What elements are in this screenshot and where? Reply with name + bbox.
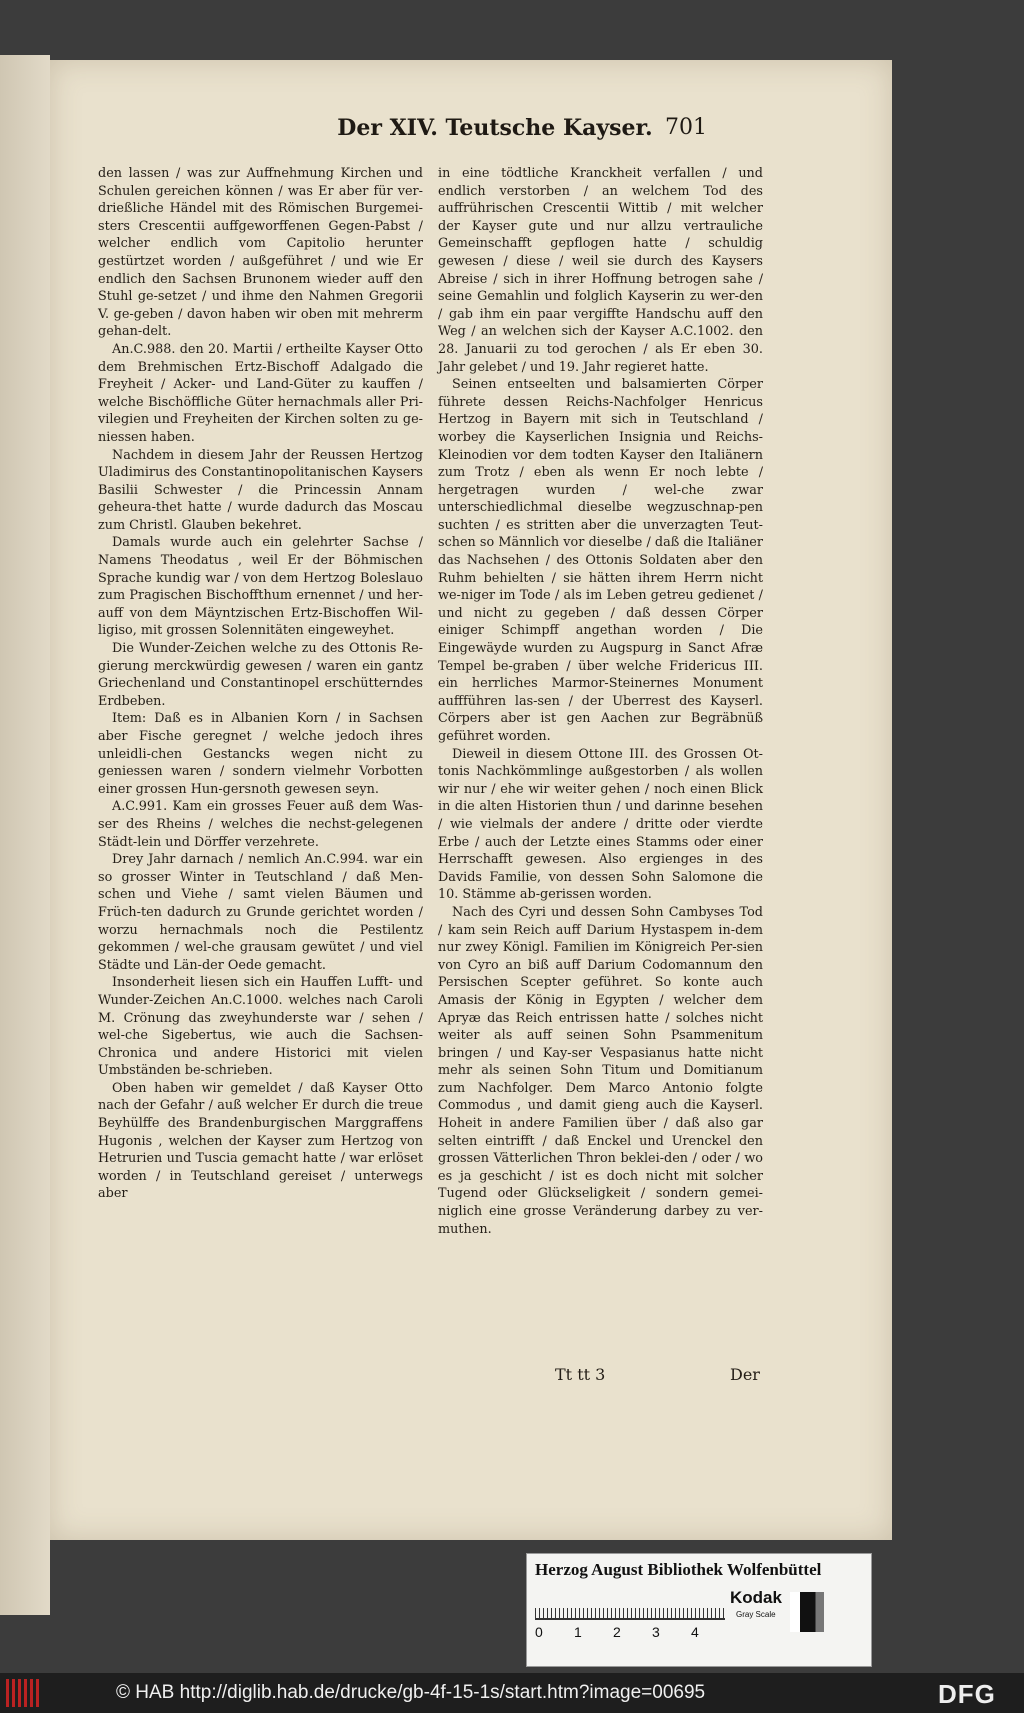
- ruler-number: 2: [613, 1624, 621, 1640]
- ruler-number: 0: [535, 1624, 543, 1640]
- signature-mark: Tt tt 3: [555, 1365, 606, 1384]
- library-color-target: [526, 1553, 872, 1667]
- paragraph: Seinen entseelten und balsamierten Cörper führete dessen Reichs-Nachfolger Henricus Hertzog in Bayern mit sich in Teutschland / worbey die Kayserlichen Insignia und Reichs-Kleinodien vor dem todten Kayser den Italiänern zum Trotz / eben als wenn Er noch lebte / hergetragen wurden / wel-che zwar unterschiedlichmal dieselbe wegzuschnap-pen suchten / es stritten aber die unverzagten Teut-schen so Männlich vor dieselbe / daß die Italiäner das Nachsehen / des Ottonis Soldaten aber den Ruhm behielten / sie hätten ihrem Herrn nicht we-niger im Tode / als im Leben getreu gedienet / und nicht zu gegeben / daß dessen Cörper einiger Schimpff angethan worden / Die Eingewäyde wurden zu Augspurg in Sanct Afræ Tempel be-graben / über welche Fridericus III. ein herrliches Marmor-Steinernes Monument auffführen las-sen / der Uberrest des Kayserl. Cörpers aber ist gen Aachen zur Begräbnüß geführet worden.: [438, 377, 763, 744]
- kodak-gray-scale: [730, 1588, 865, 1660]
- paragraph: in eine tödtliche Kranckheit verfallen / und endlich verstorben / an welchem Tod des auffrührischen Crescentii Wittib / mit welcher der Kayser gute und nur allzu vertrauliche Gemeinschafft gepflogen hatte / schuldig gewesen / diese / weil sie durch des Kaysers Abreise / sich in ihrer Hoffnung betrogen sahe / seine Gemahlin und folglich Kayserin zu wer-den / gab ihm ein paar vergiffte Handschu auff den Weg / an welchen sich der Kayser A.C.1002. den 28. Januarii zu tod gerochen / als Er eben 30. Jahr gelebet / und 19. Jahr regieret hatte.: [438, 166, 763, 375]
- paragraph: A.C.991. Kam ein grosses Feuer auß dem Was-ser des Rheins / welches die nechst-gelegenen Städt-lein und Dörffer verzehrete.: [98, 799, 423, 850]
- right-text-column: [438, 165, 763, 1238]
- paragraph: Nach des Cyri und dessen Sohn Cambyses Tod / kam sein Reich auff Darium Hystaspem in-dem nur zwey Königl. Familien im Königreich Per-sien von Cyro an biß auff Darium Codomannum den Persischen Scepter geführet. So konte auch Amasis der König in Egypten / welcher dem Apryæ das Reich entrissen hatte / solches nicht weiter als auff seinen Sohn Psammenitum bringen / und Kay-ser Vespasianus hatte nicht mehr als seinen Sohn Titum und Domitianum zum Nachfolger. Dem Marco Antonio folgte Commodus , und damit gieng auch die Kayserl. Hoheit in andere Familien über / daß also gar selten eintrifft / daß Enckel und Urenckel den grossen Vätterlichen Thron beklei-den / oder / wo es ja geschicht / ist es doch nicht mit solcher Tugend oder Glückseligkeit / sondern gemei-niglich eine grosse Veränderung darbey zu ver-muthen.: [438, 904, 763, 1237]
- paragraph: Item: Daß es in Albanien Korn / in Sachsen aber Fische geregnet / welche jedoch ihres unleidli-chen Gestancks wegen nicht zu geniessen waren / sondern vielmehr Vorbotten einer grossen Hun-gersnoth gewesen seyn.: [98, 711, 423, 797]
- hab-logo-icon: [6, 1679, 40, 1707]
- paragraph: An.C.988. den 20. Martii / ertheilte Kayser Otto dem Brehmischen Ertz-Bischoff Adalgado die Freyheit / Acker- und Land-Güter zu kauffen / welche Bischöffliche Güter hernachmals aller Pri-vilegien und Freyheiten der Kirchen solten zu ge-niessen haben.: [98, 341, 423, 445]
- paragraph: Nachdem in diesem Jahr der Reussen Hertzog Uladimirus des Constantinopolitanischen Kaysers Basilii Schwester / die Princessin Annam geheura-thet hatte / wurde dadurch das Moscau zum Christl. Glauben bekehret.: [98, 447, 423, 533]
- ruler-numbers: [535, 1624, 755, 1640]
- paragraph: Insonderheit liesen sich ein Hauffen Lufft- und Wunder-Zeichen An.C.1000. welches nach Caroli M. Crönung das zweyhunderste war / sehen / wel-che Sigebertus, wie auch die Sachsen-Chronica und andere Historici mit vielen Umbständen be-schrieben.: [98, 975, 423, 1079]
- left-text-column: [98, 165, 423, 1203]
- dfg-logo: DFG: [938, 1679, 996, 1709]
- source-url[interactable]: © HAB http://diglib.hab.de/drucke/gb-4f-15-1s/start.htm?image=00695: [116, 1682, 706, 1703]
- running-header: Der XIV. Teutsche Kayser.: [337, 115, 653, 141]
- paragraph: den lassen / was zur Auffnehmung Kirchen und Schulen gereichen können / was Er aber für ver-drießliche Händel mit des Römischen Burgemei-sters Crescentii auffgeworffenen Gegen-Pabst / welcher endlich vom Capitolio herunter gestürtzet worden / außgeführet / und wie Er endlich den Sachsen Brunonem wieder auff den Stuhl ge-setzet / und ihme den Nahmen Gregorii V. ge-geben / davon haben wir oben mit mehrerm gehan-delt.: [98, 166, 423, 340]
- paragraph: Damals wurde auch ein gelehrter Sachse / Namens Theodatus , weil Er der Böhmischen Sprache kundig war / von dem Hertzog Boleslauo zum Pragischen Bischoffthum ernennet / und her-auff von dem Mäyntzischen Ertz-Bischoffen Wil-ligiso, mit grossen Solennitäten eingeweyhet.: [98, 535, 423, 639]
- paragraph: Drey Jahr darnach / nemlich An.C.994. war ein so grosser Winter in Teutschland / daß Men-schen und Viehe / samt vielen Bäumen und Früch-ten dadurch zu Grunde gerichtet worden / worzu hernachmals noch die Pestilentz gekommen / wel-che grausam gewütet / und viel Städte und Län-der Oede gemacht.: [98, 852, 423, 973]
- kodak-brand: Kodak: [730, 1588, 782, 1607]
- scale-ruler: [535, 1594, 725, 1620]
- left-page-edge: [0, 55, 50, 1615]
- ruler-number: 1: [574, 1624, 582, 1640]
- gray-swatch: [790, 1592, 824, 1632]
- ruler-number: 4: [691, 1624, 699, 1640]
- page-number: 701: [665, 115, 707, 140]
- footer-bar: [0, 1673, 1024, 1713]
- library-name: Herzog August Bibliothek Wolfenbüttel: [535, 1560, 822, 1579]
- paragraph: Dieweil in diesem Ottone III. des Grossen Ot-tonis Nachkömmlinge außgestorben / als wollen wir nur / ehe wir weiter gehen / noch einen Blick in die alten Historien thun / und darinne besehen / wie vielmals der andere / dritte oder vierdte Erbe / auch der Letzte eines Stamms oder einer Herrschafft gewesen. Also ergienges in des Davids Familie, von dessen Sohn Salomone die 10. Stämme ab-gerissen worden.: [438, 746, 763, 903]
- catchword: Der: [730, 1365, 760, 1384]
- paragraph: Die Wunder-Zeichen welche zu des Ottonis Re-gierung merckwürdig gewesen / waren ein gantz Griechenland und Constantinopel erschütterndes Erdbeben.: [98, 641, 423, 709]
- paragraph: Oben haben wir gemeldet / daß Kayser Otto nach der Gefahr / auß welcher Er durch die treue Beyhülffe des Brandenburgischen Marggraffens Hugonis , welchen der Kayser zum Hertzog von Hetrurien und Tuscia gemacht hatte / war erlöset worden / in Teutschland gereiset / unterwegs aber: [98, 1080, 423, 1202]
- ruler-number: 3: [652, 1624, 660, 1640]
- kodak-subtitle: Gray Scale: [736, 1610, 776, 1619]
